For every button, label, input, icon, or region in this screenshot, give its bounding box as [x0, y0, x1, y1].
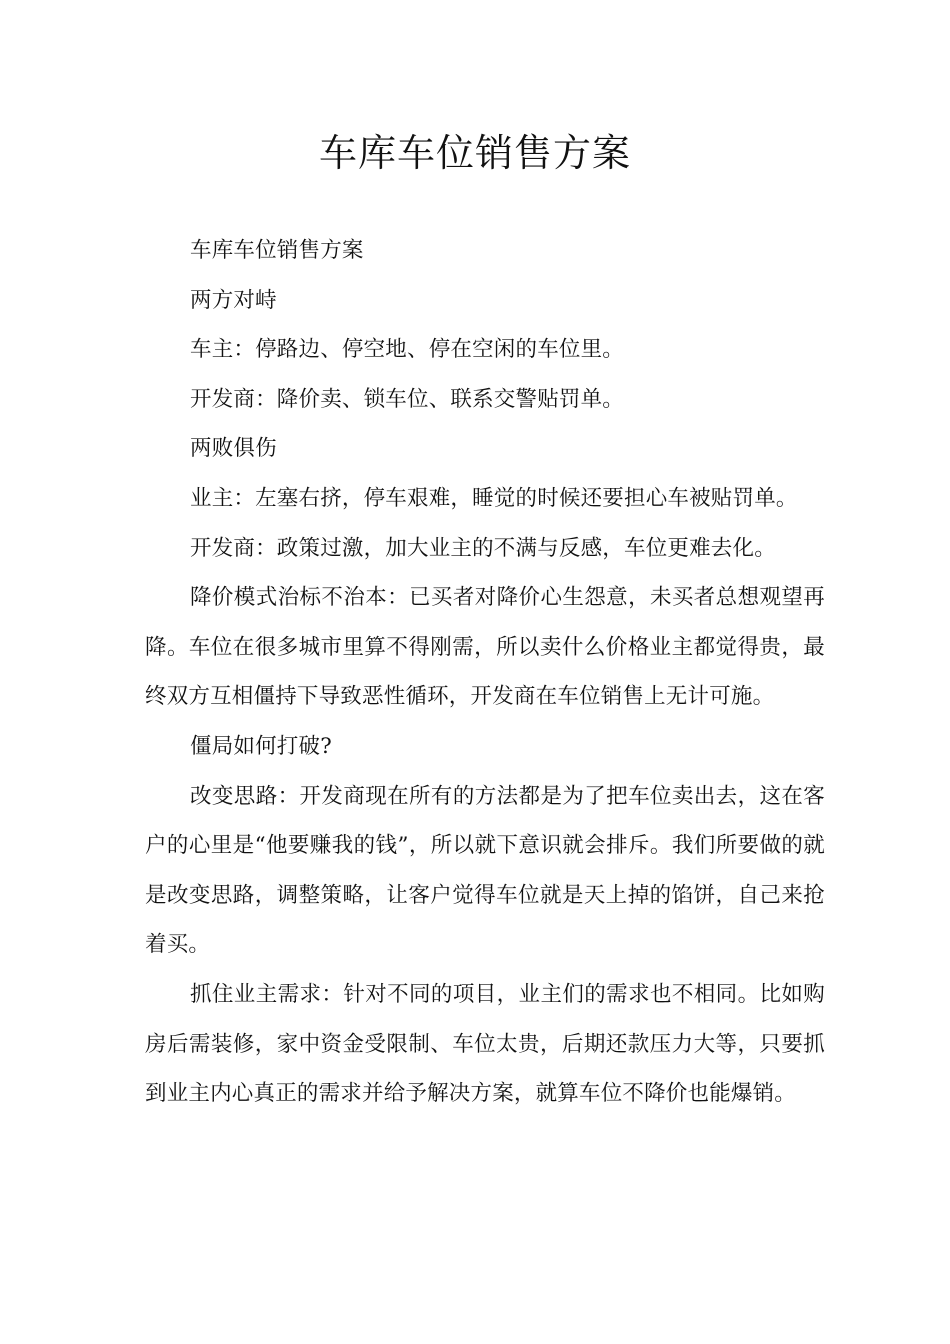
paragraph-developer: 开发商：降价卖、锁车位、联系交警贴罚单。: [190, 386, 625, 412]
document-title: 车库车位销售方案: [318, 131, 631, 175]
paragraph-change-thinking: 改变思路：开发商现在所有的方法都是为了把车位卖出去，这在客户的心里是“他要赚我的钱”，所以就下意识就会排斥。我们所要做的就是改变思路，调整策略，让客户觉得车位就是天上掉的馅饼，自己来抢着买。: [145, 783, 825, 958]
paragraph-heading-break-deadlock: 僵局如何打破?: [190, 733, 332, 759]
paragraph-developer-policy: 开发商：政策过激，加大业主的不满与反感，车位更难去化。: [190, 535, 776, 561]
paragraph-price-cut-model: 降价模式治标不治本：已买者对降价心生怨意，未买者总想观望再降。车位在很多城市里算不得刚需，所以卖什么价格业主都觉得贵，最终双方互相僵持下导致恶性循环，开发商在车位销售上无计可施。: [145, 585, 825, 710]
paragraph-subtitle: 车库车位销售方案: [190, 238, 364, 263]
paragraph-car-owners: 车主：停路边、停空地、停在空闲的车位里。: [190, 337, 625, 363]
document-body: [145, 226, 825, 1119]
paragraph-heading-lose-lose: 两败俱伤: [190, 436, 277, 462]
paragraph-heading-standoff: 两方对峙: [190, 287, 277, 313]
paragraph-owners-difficulty: 业主：左塞右挤，停车艰难，睡觉的时候还要担心车被贴罚单。: [190, 485, 798, 511]
paragraph-owner-needs: 抓住业主需求：针对不同的项目，业主们的需求也不相同。比如购房后需装修，家中资金受限制、车位太贵，后期还款压力大等，只要抓到业主内心真正的需求并给予解决方案，就算车位不降价也能爆销。: [145, 981, 825, 1107]
